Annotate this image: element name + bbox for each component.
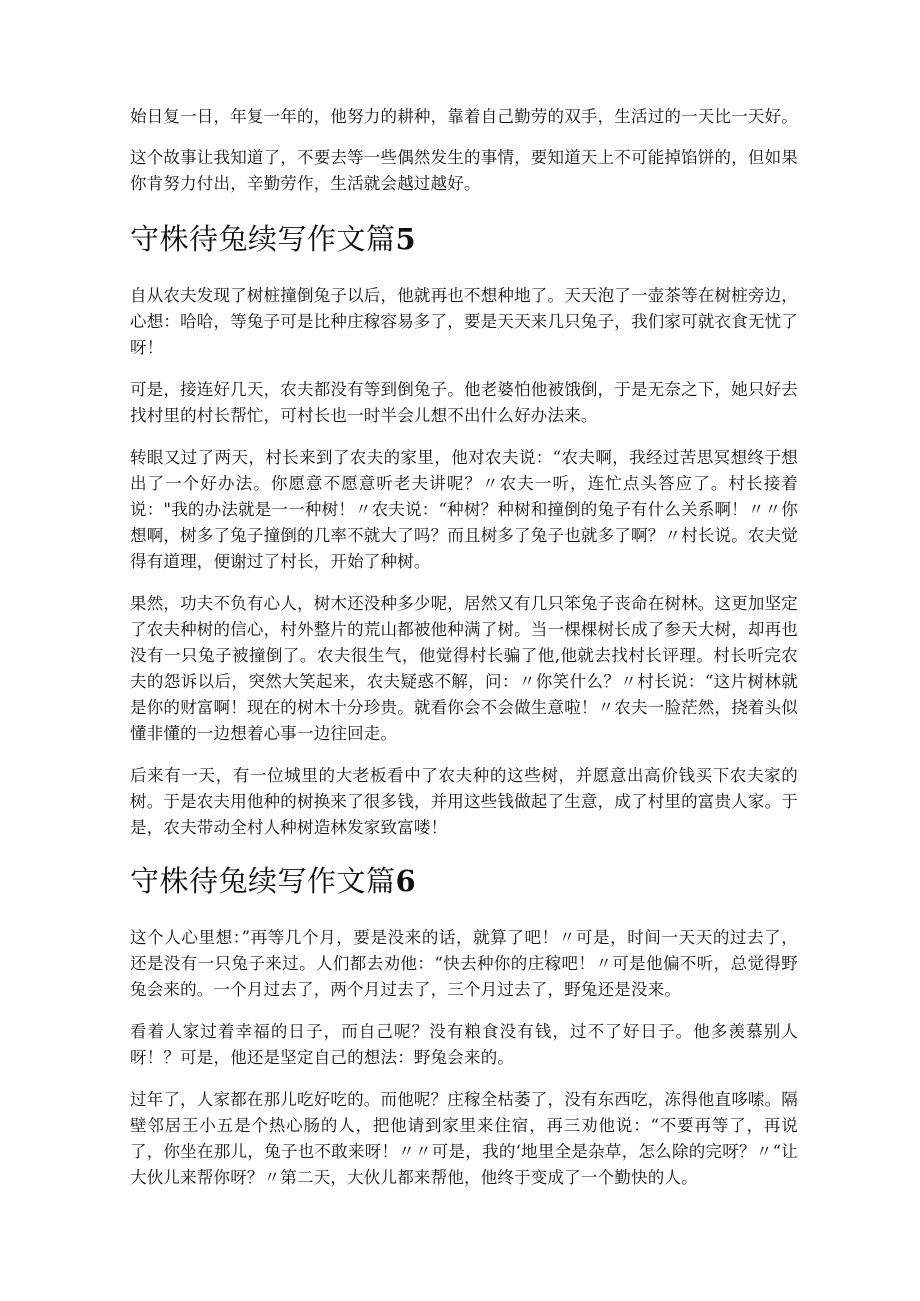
paragraph: 果然，功夫不负有心人，树木还没种多少呢，居然又有几只笨兔子丧命在树林。这更加坚定了农夫种树的信心，村外整片的荒山都被他种满了树。当一棵棵树长成了参天大树，却再也没有一只兔子被撞倒了。农夫很生气，他觉得村长骗了他,他就去找村长评理。村长听完农夫的怨诉以后，突然大笑起来，农夫疑惑不解，问：〃你笑什么？〃村长说：“这片树林就是你的财富啊！现在的树木十分珍贵。就看你会不会做生意啦！〃农夫一脸茫然，挠着头似懂非懂的一边想着心事一边往回走。 — [130, 594, 798, 743]
paragraph: 这个人心里想：”再等几个月，要是没来的话，就算了吧！〃可是，时间一天天的过去了，还是没有一只兔子来过。人们都去劝他：“快去种你的庄稼吧！〃可是他偏不听，总觉得野兔会来的。一个月过去了，两个月过去了，三个月过去了，野兔还是没来。 — [130, 928, 798, 999]
paragraph: 看着人家过着幸福的日子，而自己呢？没有粮食没有钱，过不了好日子。他多羡慕别人呀！？可是，他还是坚定自己的想法：野兔会来的。 — [130, 1022, 798, 1067]
section-title: 守株待兔续写作文篇 — [130, 864, 396, 898]
document-page — [130, 104, 798, 1191]
section-heading-5 — [130, 219, 798, 259]
section-number: 6 — [395, 864, 417, 898]
paragraph: 后来有一天，有一位城里的大老板看中了农夫种的这些树，并愿意出高价钱买下农夫家的树。于是农夫用他种的树换来了很多钱，并用这些钱做起了生意，成了村里的富贵人家。于是，农夫带动全村人种树造林发家致富喽！ — [130, 766, 798, 837]
paragraph: 始日复一日，年复一年的，他努力的耕种，靠着自己勤劳的双手，生活过的一天比一天好。 — [130, 107, 798, 126]
paragraph: 过年了，人家都在那儿吃好吃的。而他呢？庄稼全枯萎了，没有东西吃，冻得他直哆嗦。隔壁邻居王小五是个热心肠的人，把他请到家里来住宿，再三劝他说：“不要再等了，再说了，你坐在那儿，兔子也不敢来呀！〃〃可是，我的‘地里全是杂草，怎么除的完呀？〃“让大伙儿来帮你呀？〃第二天，大伙儿都来帮他，他终于变成了一个勤快的人。 — [130, 1090, 798, 1187]
paragraph: 这个故事让我知道了，不要去等一些偶然发生的事情，要知道天上不可能掉馅饼的，但如果你肯努力付出，辛勤劳作，生活就会越过越好。 — [130, 148, 798, 193]
section-number: 5 — [395, 222, 417, 256]
section-heading-6 — [130, 861, 798, 901]
paragraph: 转眼又过了两天，村长来到了农夫的家里，他对农夫说：“农夫啊，我经过苦思冥想终于想出了一个好办法。你愿意不愿意听老夫讲呢？〃农夫一听，连忙点头答应了。村长接着说："我的办法就是一一种树！〃农夫说：“种树？种树和撞倒的兔子有什么关系啊！〃〃你想啊，树多了兔子撞倒的几率不就大了吗？而且树多了兔子也就多了啊？〃村长说。农夫觉得有道理，便谢过了村长，开始了种树。 — [130, 448, 798, 571]
section-title: 守株待兔续写作文篇 — [130, 222, 396, 256]
paragraph: 自从农夫发现了树桩撞倒兔子以后，他就再也不想种地了。天天泡了一壶茶等在树桩旁边，心想：哈哈，等兔子可是比种庄稼容易多了，要是天天来几只兔子，我们家可就衣食无忧了呀！ — [130, 286, 798, 357]
paragraph: 可是，接连好几天，农夫都没有等到倒兔子。他老婆怕他被饿倒，于是无奈之下，她只好去找村里的村长帮忙，可村长也一时半会儿想不出什么好办法来。 — [130, 380, 798, 425]
